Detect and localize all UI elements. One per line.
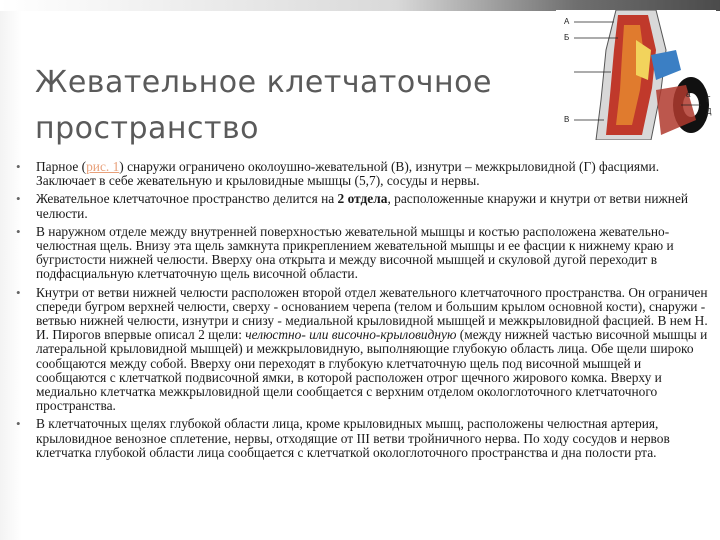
bullet-text-pre: Кнутри от ветви нижней челюсти расположен второй отдел жевательного клетчаточного пространства. Он ограничен спереди бугром верхней челюсти, сверху - основанием черепа (телом и большим крылом основной кости), снаружи - ветвью нижней челюсти, изнутри и снизу - медиальной крыловидной мышцей и межкрыловидной фасцией. В нем Н. И. Пирогов впервые описал 2 щели: [36,284,708,343]
bullet-item [16,160,712,188]
bullet-text-italic: челюстно- или височно-крыловидную [245,327,457,343]
figure-reference-link[interactable]: рис. 1 [86,159,120,174]
bullet-item [16,286,712,414]
slide-title: Жевательное клетчаточное пространство [35,65,492,146]
figure-label-a: А [564,17,570,26]
bullet-item [16,417,712,460]
bullet-item [16,192,712,220]
figure-label-d: Д [706,107,712,116]
bullet-text-post: (между нижней частью височной мышцы и латеральной крыловидной мышцей) и межкрыловидную, выполняющие глубокую область лица. Обе щели широко сообщаются между собой. Вверху они переходят в глубокую клетчаточную щель под височной мышцей и сообщаются с клетчаткой подвисочной ямки, в которой расположен отрог щечного жирового комка. Вверху и медиально клетчатка межкрыловидной щели сообщается с верхним отделом окологлоточного клетчаточного пространства. [36,327,708,414]
figure-label-small-a: а [686,90,691,99]
bullet-text-bold: 2 отдела [337,191,388,207]
bullet-text-post: ) снаружи ограничено околоушно-жевательной (В), изнутри – межкрыловидной (Г) фасциями. Заключает в себе жевательную и крыловидные мышцы (5,7), сосуды и нервы. [36,159,660,189]
bullet-list [16,160,712,464]
bullet-text-post: , расположенные кнаружи и кнутри от ветви нижней челюсти. [36,191,689,221]
bullet-text: В клетчаточных щелях глубокой области лица, кроме крыловидных мышц, расположены челюстная артерия, крыловидное венозное сплетение, нервы, отходящие от III ветви тройничного нерва. По ходу сосудов и нервов клетчатка глубокой области лица сообщается с клетчаткой окологлоточного пространства и дна полости рта. [36,416,670,460]
figure-label-v: В [564,115,570,124]
figure-label-b: Б [564,33,570,42]
bullet-text-pre: Парное ( [36,159,87,174]
figure-label-g: Г [706,95,711,104]
bullet-item [16,225,712,282]
anatomy-illustration [556,10,716,140]
anatomical-figure [556,10,716,140]
bullet-text-pre: Жевательное клетчаточное пространство делится на [36,191,338,207]
bullet-text: В наружном отделе между внутренней поверхностью жевательной мышцы и костью расположена жевательно-челюстная щель. Внизу эта щель замкнута прикреплением жевательной мышцы и ее фасции к нижнему краю и бугристости нижней челюсти. Вверху она открыта и между височной мышцей и скуловой дугой переходит в подфасциальную клетчаточную щель височной области. [36,223,674,282]
